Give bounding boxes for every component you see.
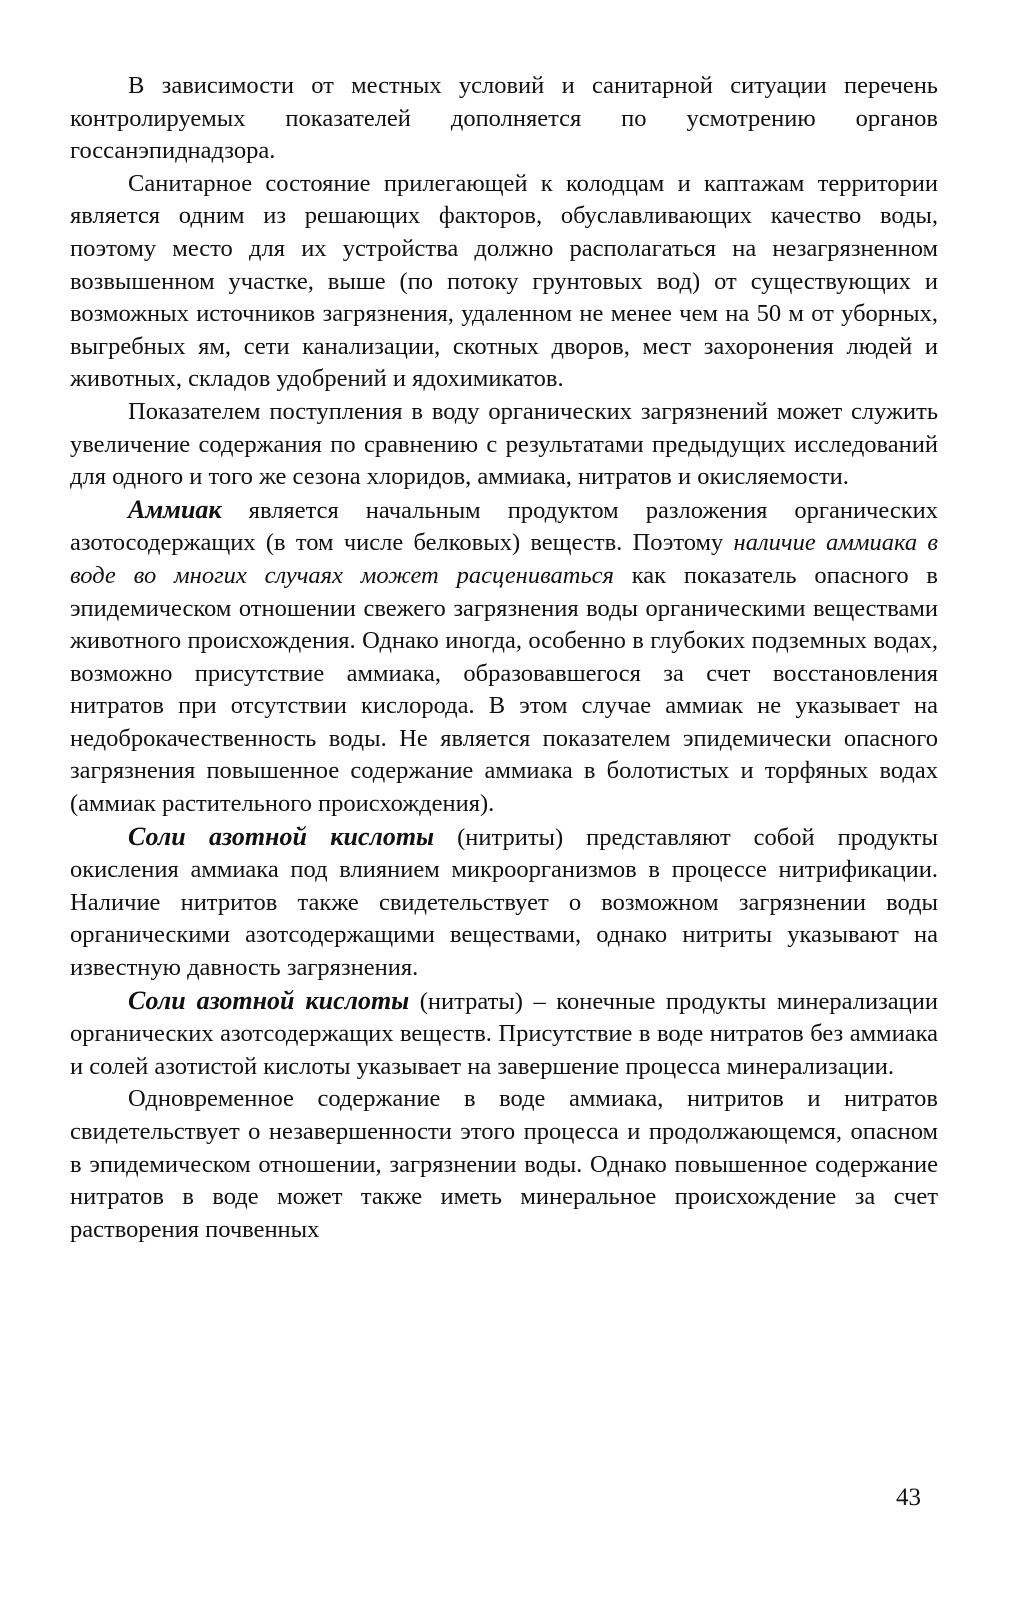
paragraph-ammonia-text-b: как показатель опасного в эпидемическом отношении свежего загрязнения воды органическими веществами животного происхождения. Однако иногда, особенно в глубоких подземных водах, возможно присутствие аммиака, образовавшегося за счет восстановления нитратов при отсутствии кислорода. В этом случае аммиак не указывает на недоброкачественность воды. Не является показателем эпидемически опасного загрязнения повышенное содержание аммиака в болотистых и торфяных водах (аммиак растительного происхождения).	[70, 561, 938, 818]
paragraph-ammonia-text-a: является начальным продуктом разложения органических азотосодержащих (в том числе белковых) веществ. Поэтому	[70, 496, 938, 557]
paragraph-organic-pollution-indicator: Показателем поступления в воду органических загрязнений может служить увеличение содержания по сравнению с результатами предыдущих исследований для одного и того же сезона хлоридов, аммиака, нитратов и окисляемости.	[70, 397, 938, 491]
paragraph-ammonia-emphasis: наличие аммиака в воде во многих случаях может расцениваться	[70, 529, 939, 589]
page-body	[70, 70, 938, 1246]
paragraph-nitrites-text: (нитриты) представляют собой продукты окисления аммиака под влиянием микроорганизмов в процессе нитрификации. Наличие нитритов также свидетельствует о возможном загрязнении воды органическими азотсодержащими веществами, однако нитриты указывают на известную давность загрязнения.	[70, 823, 938, 982]
paragraph-ammonia	[70, 494, 938, 821]
paragraph-nitrates-text: (нитраты) – конечные продукты минерализации органических азотсодержащих веществ. Присутствие в воде нитратов без аммиака и солей азотистой кислоты указывает на завершение процесса минерализации.	[70, 987, 938, 1080]
paragraph-monitoring-indicators: В зависимости от местных условий и санитарной ситуации перечень контролируемых показателей дополняется по усмотрению органов госсанэпиднадзора.	[70, 72, 938, 165]
paragraph-sanitary-condition: Санитарное состояние прилегающей к колодцам и каптажам территории является одним из решающих факторов, обуславливающих качество воды, поэтому место для их устройства должно располагаться на незагрязненном возвышенном участке, выше (по потоку грунтовых вод) от существующих и возможных источников загрязнения, удаленном не менее чем на 50 м от уборных, выгребных ям, сети канализации, скотных дворов, мест захоронения людей и животных, складов удобрений и ядохимикатов.	[70, 169, 938, 393]
paragraph-nitrites	[70, 821, 938, 985]
paragraph-combined-content: Одновременное содержание в воде аммиака, нитритов и нитратов свидетельствует о незавершенности этого процесса и продолжающемся, опасном в эпидемическом отношении, загрязнении воды. Однако повышенное содержание нитратов в воде может также иметь минеральное происхождение за счет растворения почвенных	[70, 1085, 938, 1243]
paragraph-nitrates	[70, 985, 938, 1084]
term-ammonia: Аммиак	[128, 494, 222, 524]
term-nitrous-acid-salts: Соли азотной кислоты	[128, 821, 435, 851]
page-number: 43	[896, 1484, 921, 1511]
term-nitric-acid-salts: Соли азотной кислоты	[128, 985, 410, 1015]
